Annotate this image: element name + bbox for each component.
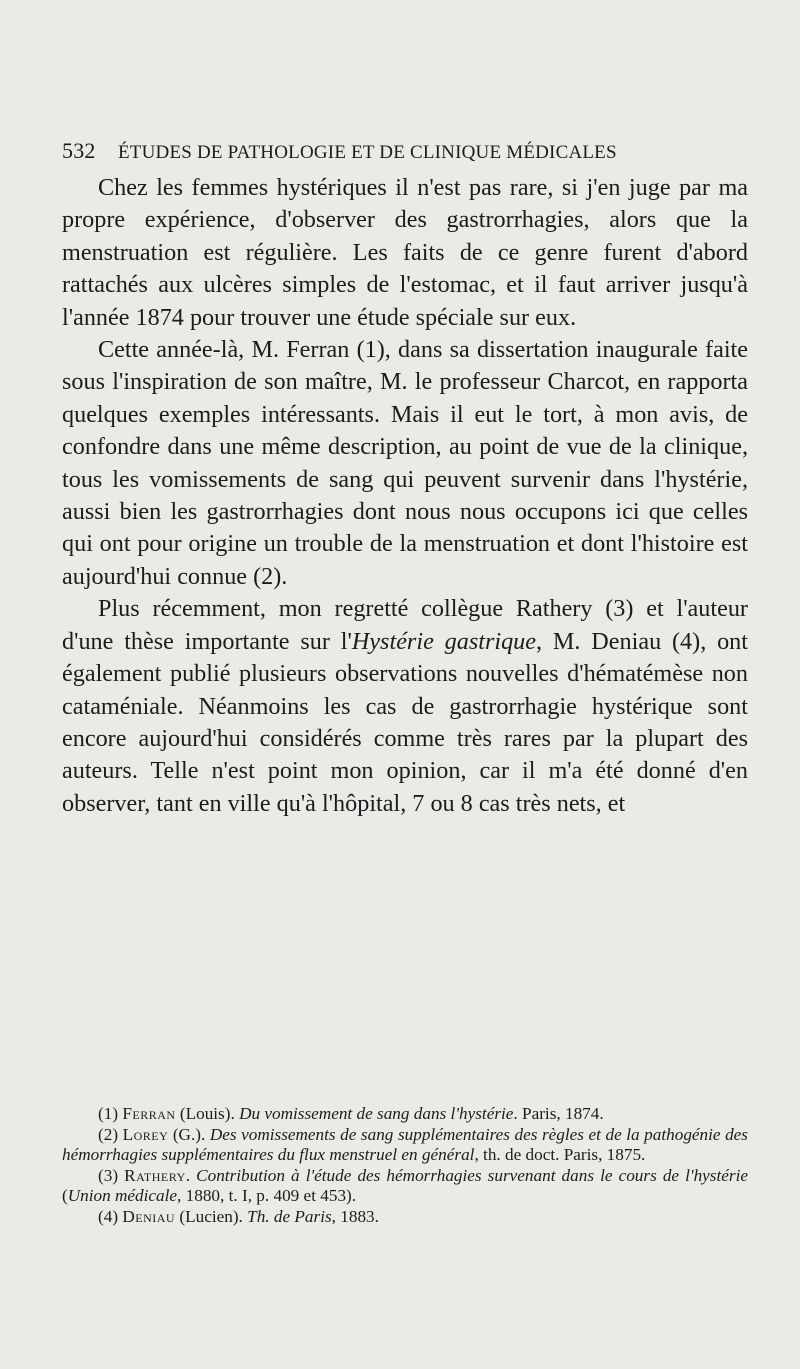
page-number: 532 xyxy=(62,138,96,163)
paragraph-2: Cette année-là, M. Ferran (1), dans sa dissertation inaugurale faite sous l'inspiration de son maître, M. le professeur Charcot, en rapporta quelques exemples intéressants. Mais il eut le tort, à mon avis, de confondre dans une même description, au point de vue de la clinique, tous les vomissements de sang qui peuvent survenir dans l'hystérie, aussi bien les gastrorrhagies dont nous nous occupons ici que celles qui ont pour origine un trouble de la menstruation et dont l'histoire est aujourd'hui connue (2). xyxy=(62,336,748,590)
footnote-number: (1) xyxy=(98,1104,119,1123)
footnote-1 xyxy=(62,1104,748,1125)
footnote-title: Du vomissement de sang dans l'hystérie xyxy=(239,1104,514,1123)
footnote-2 xyxy=(62,1125,748,1166)
paragraph-3-text-a: Plus récemment, mon regretté collègue Rathery (3) et l'auteur d'une thèse importante sur l' xyxy=(62,595,748,655)
body-text xyxy=(62,172,748,820)
footnote-title: Des vomissements de sang supplémentaires des règles et de la pathogénie des hémorrhagies supplémentaires du flux menstruel en général xyxy=(62,1124,748,1165)
footnote-author-detail: (G.). xyxy=(168,1124,210,1144)
footnote-4 xyxy=(62,1207,748,1228)
footnote-number: (3) xyxy=(98,1165,119,1185)
footnote-author: Rathery xyxy=(124,1165,186,1185)
footnote-rest: , 1883. xyxy=(331,1206,379,1226)
paragraph-1: Chez les femmes hystériques il n'est pas rare, si j'en juge par ma propre expérience, d'observer des gastrorrhagies, alors que la menstruation est régulière. Les faits de ce genre furent d'abord rattachés aux ulcères simples de l'estomac, et il faut arriver jusqu'à l'année 1874 pour trouver une étude spéciale sur eux. xyxy=(62,174,748,331)
footnote-title: Th. de Paris xyxy=(247,1206,332,1226)
footnote-journal: Union médicale xyxy=(67,1186,178,1206)
running-title: ÉTUDES DE PATHOLOGIE ET DE CLINIQUE MÉDICALES xyxy=(118,142,617,163)
footnote-rest: , 1880, t. I, p. 409 et 453). xyxy=(177,1186,357,1206)
footnote-number: (2) xyxy=(98,1124,119,1144)
footnote-3 xyxy=(62,1166,748,1207)
paragraph-3 xyxy=(62,593,748,820)
footnote-author-detail: . xyxy=(185,1165,197,1185)
footnotes xyxy=(62,1104,748,1228)
footnote-author: Ferran xyxy=(122,1104,176,1123)
footnote-rest: , th. de doct. Paris, 1875. xyxy=(474,1145,646,1165)
footnote-author-detail: (Lucien). xyxy=(175,1206,248,1226)
footnote-title: Contribution à l'étude des hémorrhagies survenant dans le cours de l'hystérie xyxy=(196,1165,748,1185)
footnote-author: Lorey xyxy=(122,1124,169,1144)
footnote-number: (4) xyxy=(98,1206,119,1226)
paragraph-3-text-b: , M. Deniau (4), ont également publié plusieurs observations nouvelles d'hématémèse non cataméniale. Néanmoins les cas de gastrorrhagie hystérique sont encore aujourd'hui considérés comme très rares par la plupart des auteurs. Telle n'est point mon opinion, car il m'a été donné d'en observer, tant en ville qu'à l'hôpital, 7 ou 8 cas très nets, et xyxy=(62,627,748,817)
footnote-paren: ( xyxy=(62,1186,68,1206)
footnote-author-detail: (Louis). xyxy=(175,1104,240,1123)
footnote-rest: . Paris, 1874. xyxy=(513,1104,604,1123)
paragraph-3-italic-title: Hystérie gastrique xyxy=(351,627,537,655)
footnote-author: Deniau xyxy=(122,1206,176,1226)
running-header xyxy=(62,138,722,164)
